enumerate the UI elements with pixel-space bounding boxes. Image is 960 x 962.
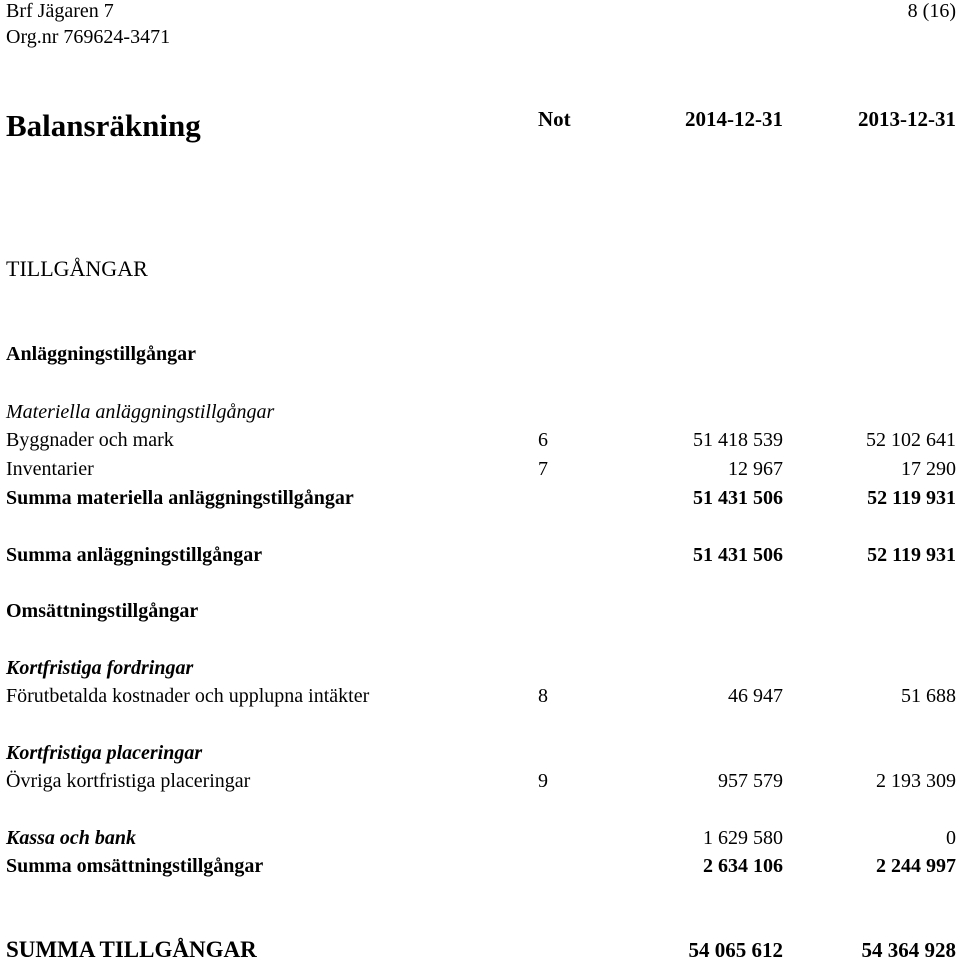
row-label: Summa anläggningstillgångar [6,544,263,566]
row-value-2014: 12 967 [728,458,783,480]
row-value-2014: 51 431 506 [693,487,783,509]
column-header-2014: 2014-12-31 [685,107,783,131]
org-number: Org.nr 769624-3471 [6,26,171,48]
row-label: Förutbetalda kostnader och upplupna intäkter [6,685,370,707]
page-number: 8 (16) [907,0,956,22]
row-value-2013: 51 688 [901,685,956,707]
row-value-2014: 51 431 506 [693,544,783,566]
row-label: Inventarier [6,458,94,480]
row-value-2013: 2 193 309 [876,770,956,792]
subheading-omsattningstillgangar: Omsättningstillgångar [6,600,199,622]
column-header-2013: 2013-12-31 [858,107,956,131]
row-value-2014: 2 634 106 [703,855,783,877]
row-note: 6 [538,429,548,451]
row-value-2013: 17 290 [901,458,956,480]
company-name: Brf Jägaren 7 [6,0,114,22]
page-title: Balansräkning [6,108,201,143]
row-note: 9 [538,770,548,792]
row-value-2013: 0 [946,827,956,849]
grand-total-label: SUMMA TILLGÅNGAR [6,937,257,962]
group-heading-materiella: Materiella anläggningstillgångar [6,401,275,423]
row-label: Byggnader och mark [6,429,174,451]
group-heading-fordringar: Kortfristiga fordringar [6,657,194,679]
row-label: Summa omsättningstillgångar [6,855,264,877]
row-value-2014: 46 947 [728,685,783,707]
row-label: Övriga kortfristiga placeringar [6,770,251,792]
section-heading-tillgangar: TILLGÅNGAR [6,256,148,281]
grand-total-2014: 54 065 612 [688,938,783,962]
row-value-2014: 51 418 539 [693,429,783,451]
row-value-2013: 52 119 931 [867,487,956,509]
group-heading-placeringar: Kortfristiga placeringar [6,742,203,764]
row-value-2013: 2 244 997 [876,855,956,877]
row-label: Kassa och bank [6,827,137,849]
row-value-2013: 52 119 931 [867,544,956,566]
column-header-not: Not [538,107,571,131]
row-value-2013: 52 102 641 [866,429,956,451]
grand-total-2013: 54 364 928 [861,938,956,962]
row-note: 8 [538,685,548,707]
subheading-anlaggningstillgangar: Anläggningstillgångar [6,343,197,365]
row-note: 7 [538,458,548,480]
row-value-2014: 1 629 580 [703,827,783,849]
row-label: Summa materiella anläggningstillgångar [6,487,354,509]
row-value-2014: 957 579 [718,770,783,792]
